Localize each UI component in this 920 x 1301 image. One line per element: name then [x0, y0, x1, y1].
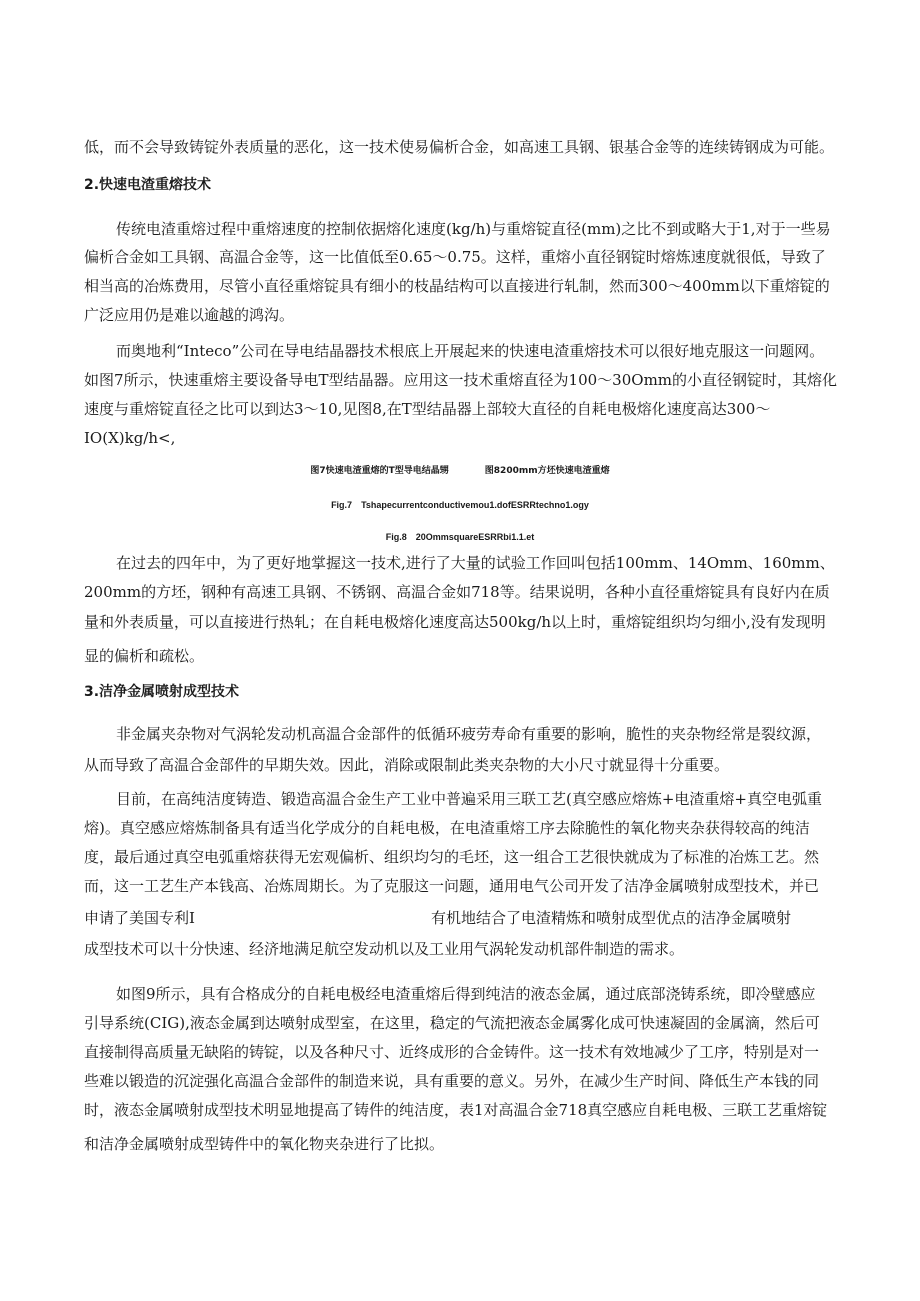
paragraph-line: 偏析合金如工具钢、高温合金等，这一比值低至0.65～0.75。这样，重熔小直径钢锭时熔炼速度就很低，导致了 [84, 248, 826, 266]
paragraph-line: 而，这一工艺生产本钱高、冶炼周期长。为了克服这一问题，通用电气公司开发了洁净金属喷射成型技术，并已 [84, 877, 820, 895]
paragraph-line: 目前，在高纯洁度铸造、锻造高温合金生产工业中普遍采用三联工艺(真空感应熔炼+电渣重熔+真空电弧重 [116, 790, 822, 808]
paragraph-line: 低，而不会导致铸锭外表质量的恶化，这一技术使易偏析合金，如高速工具钢、银基合金等的连续铸钢成为可能。 [84, 138, 835, 156]
paragraph-line: 和洁净金属喷射成型铸件中的氧化物夹杂进行了比拟。 [84, 1135, 445, 1153]
paragraph-line: 显的偏析和疏松。 [84, 647, 205, 665]
figure-caption-fig8: Fig.8 20OmmsquareESRRbi1.1.et [385, 532, 535, 542]
figure-caption-fig7: Fig.7 Tshapecurrentconductivemou1.dofESRRtechno1.ogy [331, 500, 589, 510]
paragraph-line: 如图9所示，具有合格成分的自耗电极经电渣重熔后得到纯洁的液态金属，通过底部浇铸系统，即冷壁感应 [116, 985, 816, 1003]
paragraph-line: 200mm的方坯，钢种有高速工具钢、不锈钢、高温合金如718等。结果说明，各种小直径重熔锭具有良好内在质 [84, 583, 830, 601]
paragraph-line: 如图7所示，快速重熔主要设备导电T型结晶器。应用这一技术重熔直径为100～30Omm的小直径钢锭时，其熔化 [84, 371, 838, 389]
paragraph-line: 传统电渣重熔过程中重熔速度的控制依据熔化速度(kg/h)与重熔锭直径(mm)之比不到或略大于1,对于一些易 [116, 220, 831, 238]
paragraph-line: 时，液态金属喷射成型技术明显地提高了铸件的纯洁度，表1对高温合金718真空感应自耗电极、三联工艺重熔锭 [84, 1101, 828, 1119]
paragraph-line: 量和外表质量，可以直接进行热轧；在自耗电极熔化速度高达500kg/h以上时，重熔锭组织均匀细小,没有发现明 [84, 613, 826, 631]
paragraph-line: 成型技术可以十分快速、经济地满足航空发动机以及工业用气涡轮发动机部件制造的需求。 [84, 940, 685, 958]
paragraph-line: 直接制得高质量无缺陷的铸锭，以及各种尺寸、近终成形的合金铸件。这一技术有效地减少了工序，特别是对一 [84, 1043, 820, 1061]
paragraph-line: 在过去的四年中，为了更好地掌握这一技术,进行了大量的试验工作回叫包括100mm、14Omm、160mm、 [116, 554, 835, 572]
paragraph-line: 引导系统(CIG),液态金属到达喷射成型室，在这里，稳定的气流把液态金属雾化成可快速凝固的金属滴，然后可 [84, 1014, 820, 1032]
paragraph-line-left: 申请了美国专利I [84, 909, 195, 927]
paragraph-line: 些难以锻造的沉淀强化高温合金部件的制造来说，具有重要的意义。另外，在减少生产时间、降低生产本钱的同 [84, 1072, 820, 1090]
section-heading-2: 2.快速电渣重熔技术 [84, 177, 212, 193]
paragraph-line: IO(X)kg/h<, [84, 429, 176, 447]
paragraph-line: 而奥地利“Inteco”公司在导电结晶器技术根底上开展起来的快速电渣重熔技术可以很好地克服这一问题网。 [116, 342, 825, 360]
section-heading-3: 3.洁净金属喷射成型技术 [84, 684, 240, 700]
paragraph-line: 速度与重熔锭直径之比可以到达3～10,见图8,在T型结晶器上部较大直径的自耗电极熔化速度高达300～ [84, 400, 771, 418]
paragraph-line: 广泛应用仍是难以逾越的鸿沟。 [84, 306, 295, 324]
figure-caption-zh: 图7快速电渣重熔的T型导电结晶甥 图8200mm方坯快速电渣重熔 [310, 466, 610, 476]
paragraph-line: 相当高的冶炼费用，尽管小直径重熔锭具有细小的枝晶结构可以直接进行轧制，然而300～400mm以下重熔锭的 [84, 277, 830, 295]
paragraph-line: 熔)。真空感应熔炼制备具有适当化学成分的自耗电极，在电渣重熔工序去除脆性的氧化物夹杂获得较高的纯洁 [84, 819, 810, 837]
paragraph-line: 度，最后通过真空电弧重熔获得无宏观偏析、组织均匀的毛坯，这一组合工艺很快就成为了标准的冶炼工艺。然 [84, 848, 820, 866]
paragraph-line-right: 有机地结合了电渣精炼和喷射成型优点的洁净金属喷射 [431, 909, 792, 927]
paragraph-line: 从而导致了高温合金部件的早期失效。因此，消除或限制此类夹杂物的大小尺寸就显得十分重要。 [84, 756, 730, 774]
paragraph-line: 非金属夹杂物对气涡轮发动机高温合金部件的低循环疲劳寿命有重要的影响，脆性的夹杂物经常是裂纹源， [116, 725, 822, 743]
